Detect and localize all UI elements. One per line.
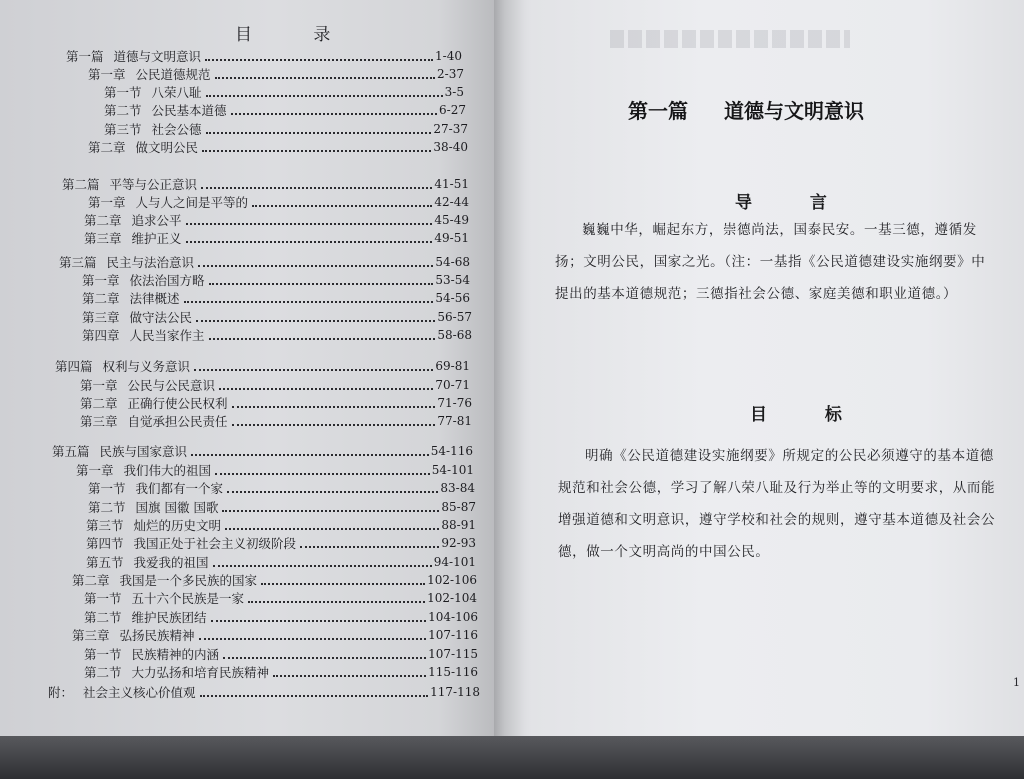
toc-entry-title: 追求公平	[131, 213, 182, 228]
toc-leader-dots	[194, 368, 433, 371]
part-title	[628, 95, 864, 124]
goal-text: 明确《公民道德建设实施纲要》所规定的公民必须遵守的基本道德规范和社会公德，学习了解八荣八耻及行为举止等的文明要求，从而能增强道德和文明意识，遵守学校和社会的规则，遵守基本道德及社会公德，做一个文明高尚的中国公民。	[558, 448, 996, 560]
toc-entry-title: 社会公德	[151, 122, 202, 137]
part-label: 第一篇	[628, 99, 688, 123]
toc-entry-heading	[55, 358, 190, 375]
toc-entry-number: 第三章	[82, 310, 120, 325]
toc-leader-dots	[209, 282, 434, 285]
toc-entry-pages: 53-54	[435, 273, 470, 287]
toc-entry	[88, 480, 475, 497]
toc-entry-heading	[104, 102, 227, 119]
intro-heading: 导 言	[735, 193, 853, 213]
toc-entry-pages: 69-81	[435, 359, 470, 373]
toc-leader-dots	[227, 490, 438, 493]
toc-leader-dots	[201, 186, 432, 189]
toc-entry-number: 第三节	[104, 122, 142, 137]
toc-entry	[88, 66, 464, 83]
toc-entry-number: 第一章	[88, 195, 126, 210]
toc-entry-heading	[52, 443, 187, 460]
toc-leader-dots	[219, 387, 433, 390]
toc-entry-title: 人与人之间是平等的	[135, 195, 249, 210]
toc-entry-pages: 115-116	[428, 665, 478, 679]
toc-entry-number: 第二章	[84, 213, 122, 228]
toc-entry-pages: 85-87	[441, 500, 476, 514]
toc-entry-number: 第一节	[84, 647, 122, 662]
toc-entry	[72, 627, 478, 644]
toc-entry	[72, 572, 477, 589]
toc-entry-number: 第二章	[88, 140, 126, 155]
toc-entry-number: 第二节	[84, 665, 122, 680]
toc-entry-heading	[82, 272, 205, 289]
toc-entry	[84, 230, 469, 247]
toc-entry-title: 我国是一个多民族的国家	[119, 573, 258, 588]
toc-leader-dots	[222, 509, 439, 512]
toc-entry-heading	[82, 290, 180, 307]
toc-entry-number: 第二节	[104, 103, 142, 118]
toc-leader-dots	[215, 472, 430, 475]
toc-entry-title: 弘扬民族精神	[119, 628, 195, 643]
toc-leader-dots	[199, 637, 427, 640]
toc-entry	[86, 517, 476, 534]
toc-entry-pages: 88-91	[441, 518, 476, 532]
toc-entry-number: 第一章	[80, 378, 118, 393]
show-through-text	[610, 30, 850, 48]
toc-entry-heading	[80, 395, 228, 412]
toc-entry-number: 第五节	[86, 555, 124, 570]
toc-leader-dots	[225, 527, 439, 530]
toc-entry-heading	[84, 212, 182, 229]
toc-entry-title: 我们伟大的祖国	[123, 463, 212, 478]
toc-leader-dots	[196, 319, 435, 322]
toc-entry-heading	[84, 230, 182, 247]
toc-entry	[62, 176, 469, 193]
toc-entry-number: 第四篇	[55, 359, 93, 374]
toc-entry-title: 平等与公正意识	[109, 177, 198, 192]
toc-entry-title: 八荣八耻	[151, 85, 202, 100]
toc-entry-number: 第四节	[86, 536, 124, 551]
toc-entry-number: 第一节	[84, 591, 122, 606]
toc-entry-number: 第三章	[84, 231, 122, 246]
toc-leader-dots	[213, 564, 432, 567]
toc-leader-dots	[202, 149, 431, 152]
toc-entry-heading	[80, 377, 215, 394]
toc-entry-pages: 27-37	[433, 122, 468, 136]
toc-entry-title: 公民道德规范	[135, 67, 211, 82]
toc-leader-dots	[205, 58, 433, 61]
toc-entry-pages: 77-81	[437, 414, 472, 428]
toc-entry-heading	[62, 176, 197, 193]
toc-entry-heading	[82, 309, 192, 326]
toc-entry-number: 第三篇	[59, 255, 97, 270]
toc-entry-pages: 1-40	[435, 49, 462, 63]
toc-entry-title: 自觉承担公民责任	[127, 414, 228, 429]
toc-entry-pages: 94-101	[433, 555, 476, 569]
toc-entry	[52, 443, 473, 460]
toc-entry	[104, 102, 466, 119]
toc-entry	[84, 646, 478, 663]
toc-entry-heading	[84, 664, 269, 681]
toc-entry-title: 做文明公民	[135, 140, 199, 155]
toc-entry-number: 第五篇	[52, 444, 90, 459]
toc-entry-title: 维护民族团结	[131, 610, 207, 625]
toc-entry-pages: 102-106	[427, 573, 477, 587]
toc-leader-dots	[223, 656, 426, 659]
toc-entry-heading	[104, 121, 202, 138]
toc-entry-number: 第二节	[88, 500, 126, 515]
toc-entry-pages: 54-68	[435, 255, 470, 269]
toc-entry	[80, 395, 472, 412]
toc-entry	[76, 462, 474, 479]
toc-entry	[82, 290, 470, 307]
toc-leader-dots	[248, 600, 425, 603]
toc-entry-number: 第二篇	[62, 177, 100, 192]
toc-entry-heading	[88, 139, 198, 156]
toc-entry-pages: 6-27	[439, 103, 466, 117]
toc-leader-dots	[184, 300, 434, 303]
toc-entry-title: 民族精神的内涵	[131, 647, 220, 662]
toc-entry-pages: 70-71	[435, 378, 470, 392]
toc-leader-dots	[198, 264, 433, 267]
toc-title: 目 录	[235, 25, 359, 45]
toc-entry-pages: 54-116	[430, 444, 473, 458]
toc-entry-heading	[48, 684, 196, 701]
toc-entry-number: 第一章	[82, 273, 120, 288]
toc-entry-pages: 104-106	[428, 610, 478, 624]
toc-entry-heading	[66, 48, 201, 65]
toc-entry-pages: 117-118	[430, 685, 480, 699]
toc-leader-dots	[186, 240, 433, 243]
toc-entry-pages: 56-57	[437, 310, 472, 324]
table-of-contents	[0, 0, 498, 736]
toc-entry-title: 民主与法治意识	[106, 255, 195, 270]
toc-entry-title: 民族与国家意识	[99, 444, 188, 459]
toc-entry-title: 公民基本道德	[151, 103, 227, 118]
toc-entry	[55, 358, 470, 375]
toc-entry-number: 第三章	[72, 628, 110, 643]
toc-leader-dots	[232, 423, 436, 426]
toc-entry-title: 我们都有一个家	[135, 481, 224, 496]
intro-text: 巍巍中华，崛起东方，崇德尚法，国泰民安。一基三德，遵循发扬；文明公民，国家之光。（注：一基指《公民道德建设实施纲要》中提出的基本道德规范；三德指社会公德、家庭美德和职业道德。）	[555, 222, 986, 302]
toc-entry	[82, 309, 472, 326]
toc-entry	[80, 413, 472, 430]
toc-entry-title: 我国正处于社会主义初级阶段	[133, 536, 297, 551]
toc-entry-pages: 38-40	[433, 140, 468, 154]
toc-entry-heading	[86, 535, 296, 552]
toc-entry-title: 道德与文明意识	[113, 49, 202, 64]
toc-entry-title: 人民当家作主	[129, 328, 205, 343]
toc-entry-title: 公民与公民意识	[127, 378, 216, 393]
toc-entry-number: 第一篇	[66, 49, 104, 64]
toc-entry-pages: 2-37	[437, 67, 464, 81]
toc-entry	[84, 590, 477, 607]
toc-entry-title: 权利与义务意识	[102, 359, 191, 374]
toc-leader-dots	[206, 94, 443, 97]
toc-entry	[48, 684, 480, 701]
toc-entry-pages: 58-68	[437, 328, 472, 342]
toc-leader-dots	[261, 582, 425, 585]
toc-entry-title: 正确行使公民权利	[127, 396, 228, 411]
toc-entry-heading	[88, 194, 248, 211]
toc-entry-pages: 54-101	[431, 463, 474, 477]
toc-entry	[84, 664, 478, 681]
toc-entry	[84, 212, 469, 229]
toc-entry-number: 第一章	[88, 67, 126, 82]
toc-entry-number: 第三节	[86, 518, 124, 533]
toc-entry	[104, 121, 468, 138]
toc-entry-title: 国旗 国徽 国歌	[135, 500, 219, 515]
toc-entry-number: 第二章	[82, 291, 120, 306]
goal-heading: 目 标	[750, 405, 868, 425]
toc-entry-heading	[76, 462, 211, 479]
toc-entry-heading	[84, 590, 244, 607]
toc-entry-number: 第一章	[76, 463, 114, 478]
toc-leader-dots	[273, 674, 426, 677]
toc-entry-title: 五十六个民族是一家	[131, 591, 245, 606]
toc-entry-title: 灿烂的历史文明	[133, 518, 222, 533]
toc-entry-heading	[86, 554, 209, 571]
toc-entry-heading	[104, 84, 202, 101]
toc-entry-heading	[84, 609, 207, 626]
toc-entry	[88, 194, 469, 211]
toc-leader-dots	[252, 204, 432, 207]
toc-entry	[86, 535, 476, 552]
toc-entry-pages: 41-51	[434, 177, 469, 191]
toc-entry	[80, 377, 470, 394]
toc-entry-title: 做守法公民	[129, 310, 193, 325]
toc-leader-dots	[211, 619, 427, 622]
toc-entry-number: 第二章	[72, 573, 110, 588]
toc-entry-pages: 71-76	[437, 396, 472, 410]
toc-entry-pages: 3-5	[444, 85, 464, 99]
toc-entry-title: 依法治国方略	[129, 273, 205, 288]
toc-entry-heading	[88, 480, 223, 497]
toc-entry	[104, 84, 464, 101]
toc-entry	[88, 139, 468, 156]
toc-entry-pages: 107-116	[428, 628, 478, 642]
table-surface	[0, 736, 1024, 779]
toc-entry	[59, 254, 470, 271]
toc-entry-heading	[88, 499, 218, 516]
toc-entry-pages: 49-51	[434, 231, 469, 245]
intro-paragraph	[555, 214, 993, 310]
toc-entry	[82, 327, 472, 344]
toc-entry-number: 第一节	[88, 481, 126, 496]
toc-entry-number: 第二节	[84, 610, 122, 625]
toc-entry-number: 附：	[48, 685, 74, 700]
toc-entry-pages: 102-104	[427, 591, 477, 605]
toc-entry-heading	[88, 66, 211, 83]
toc-leader-dots	[300, 545, 439, 548]
toc-entry-number: 第四章	[82, 328, 120, 343]
toc-entry-title: 法律概述	[129, 291, 180, 306]
toc-entry	[82, 272, 470, 289]
toc-entry-pages: 92-93	[441, 536, 476, 550]
toc-entry-heading	[80, 413, 228, 430]
toc-leader-dots	[206, 131, 432, 134]
page-number: 1	[1013, 676, 1020, 689]
toc-entry-heading	[82, 327, 205, 344]
toc-leader-dots	[191, 453, 429, 456]
toc-entry-heading	[72, 572, 257, 589]
toc-entry-pages: 83-84	[440, 481, 475, 495]
toc-entry	[66, 48, 462, 65]
toc-entry-pages: 42-44	[434, 195, 469, 209]
toc-entry-heading	[72, 627, 195, 644]
toc-entry	[88, 499, 476, 516]
toc-entry-heading	[86, 517, 221, 534]
goal-paragraph	[558, 440, 1002, 568]
toc-leader-dots	[231, 112, 438, 115]
toc-entry-pages: 54-56	[435, 291, 470, 305]
toc-entry-pages: 107-115	[428, 647, 478, 661]
toc-entry-number: 第二章	[80, 396, 118, 411]
toc-entry	[84, 609, 478, 626]
toc-leader-dots	[186, 222, 433, 225]
toc-entry-heading	[84, 646, 219, 663]
toc-entry-title: 大力弘扬和培育民族精神	[131, 665, 270, 680]
toc-leader-dots	[209, 337, 436, 340]
toc-entry-heading	[59, 254, 194, 271]
toc-entry-title: 维护正义	[131, 231, 182, 246]
toc-entry-title: 我爱我的祖国	[133, 555, 209, 570]
toc-entry-title: 社会主义核心价值观	[83, 685, 196, 700]
toc-entry-number: 第三章	[80, 414, 118, 429]
toc-entry	[86, 554, 476, 571]
toc-entry-number: 第一节	[104, 85, 142, 100]
part-title-text: 道德与文明意识	[724, 99, 864, 123]
toc-leader-dots	[215, 76, 436, 79]
toc-leader-dots	[200, 694, 429, 697]
toc-leader-dots	[232, 405, 436, 408]
toc-entry-pages: 45-49	[434, 213, 469, 227]
